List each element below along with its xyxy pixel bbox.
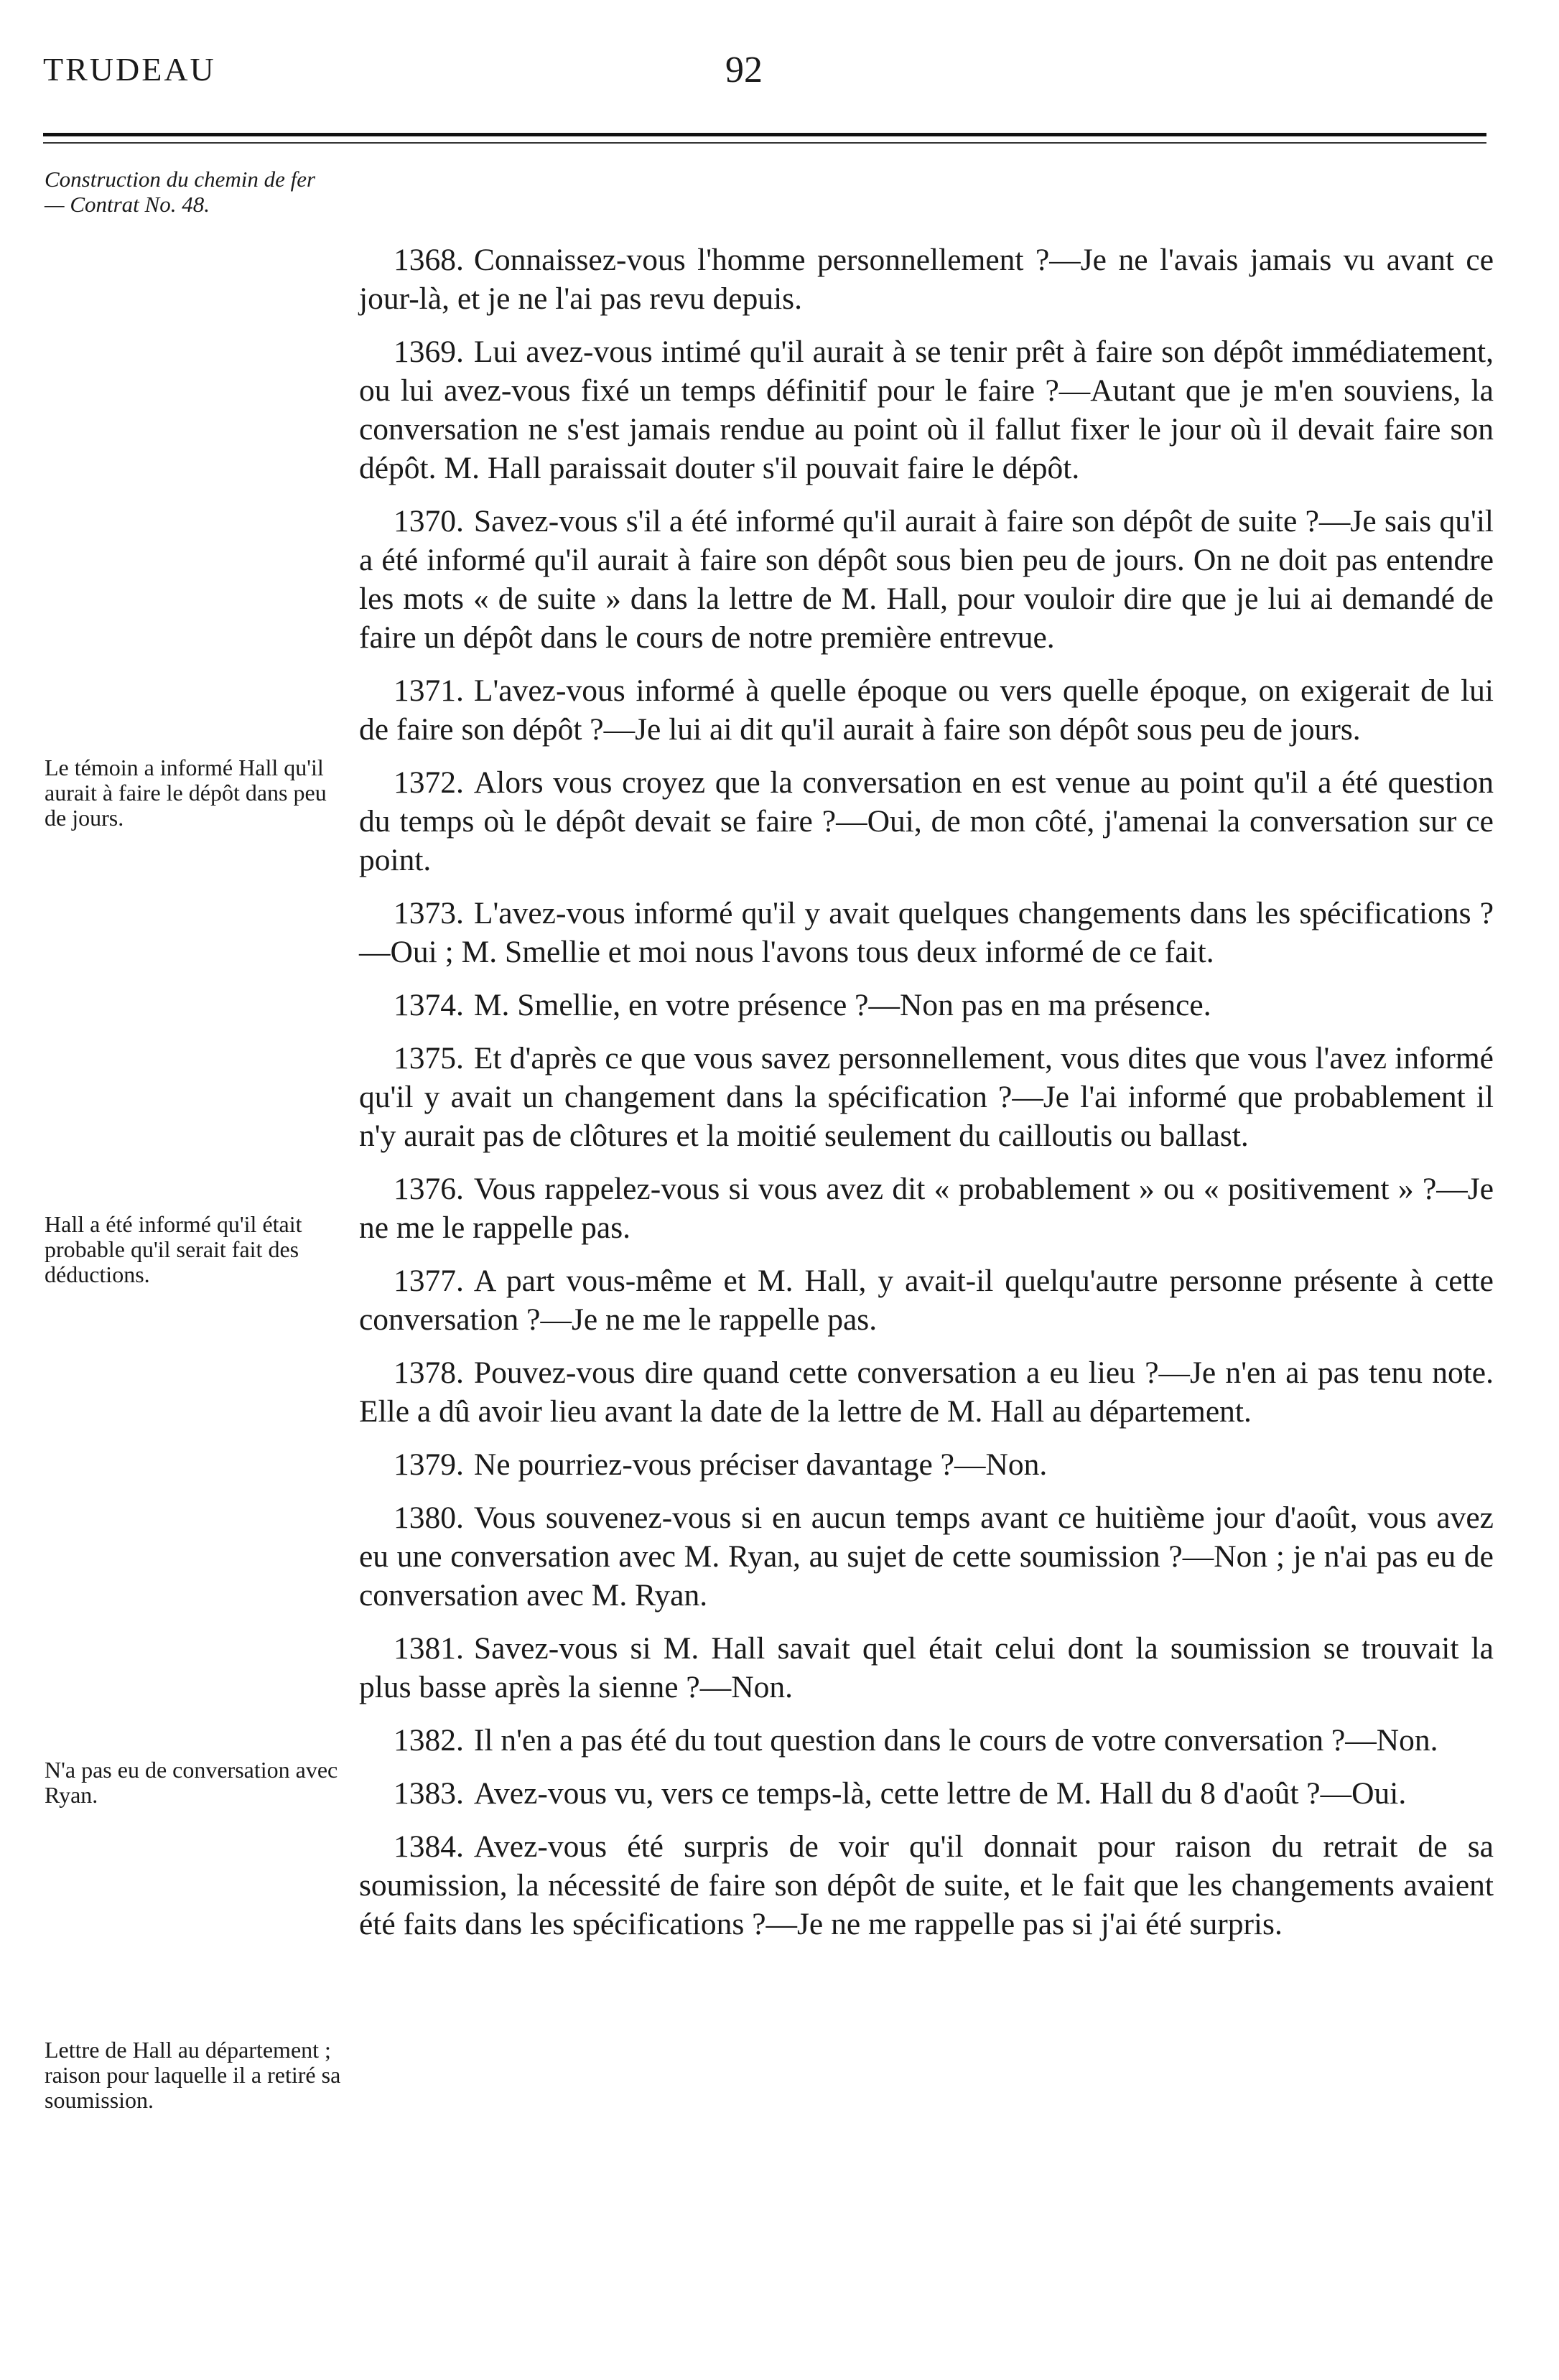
question-number: 1373.	[394, 896, 464, 930]
question-number: 1379.	[394, 1447, 464, 1482]
question-text: Savez-vous s'il a été informé qu'il aurait à faire son dépôt de suite ?—Je sais qu'il a été informé qu'il aurait à faire son dépôt sous bien peu de jours. On ne doit pas entendre les mots « de suite » dans la lettre de M. Hall, pour vouloir dire que je lui ai demandé de faire un dépôt dans le cours de notre première entrevue.	[359, 504, 1494, 655]
question-text: M. Smellie, en votre présence ?—Non pas en ma présence.	[473, 988, 1211, 1022]
margin-note-construction: Construction du chemin de fer— Contrat No. 48.	[45, 167, 316, 217]
testimony-paragraph	[359, 1261, 1494, 1339]
question-text: Vous rappelez-vous si vous avez dit « probablement » ou « positivement » ?—Je ne me le rappelle pas.	[359, 1172, 1494, 1245]
question-number: 1384.	[394, 1829, 464, 1864]
testimony-paragraph	[359, 671, 1494, 749]
question-text: L'avez-vous informé à quelle époque ou vers quelle époque, on exigerait de lui de faire son dépôt ?—Je lui ai dit qu'il aurait à faire son dépôt sous peu de jours.	[359, 673, 1494, 747]
question-number: 1369.	[394, 335, 464, 369]
question-number: 1370.	[394, 504, 464, 538]
question-text: Lui avez-vous intimé qu'il aurait à se tenir prêt à faire son dépôt immédiatement, ou lui avez-vous fixé un temps définitif pour le faire ?—Autant que je m'en souviens, la conversation ne s'est jamais rendue au point où il fallut fixer le jour où il devait faire son dépôt. M. Hall paraissait douter s'il pouvait faire le dépôt.	[359, 335, 1494, 485]
question-number: 1376.	[394, 1172, 464, 1206]
question-number: 1382.	[394, 1723, 464, 1758]
testimony-paragraph	[359, 1721, 1494, 1760]
testimony-paragraph	[359, 1039, 1494, 1155]
question-number: 1372.	[394, 765, 464, 800]
question-number: 1374.	[394, 988, 464, 1022]
header-rule-thin	[43, 142, 1486, 144]
question-number: 1368.	[394, 243, 464, 277]
testimony-paragraph	[359, 332, 1494, 487]
question-text: A part vous-même et M. Hall, y avait-il quelqu'autre personne présente à cette conversation ?—Je ne me le rappelle pas.	[359, 1264, 1494, 1337]
question-text: Vous souvenez-vous si en aucun temps avant ce huitième jour d'août, vous avez eu une conversation avec M. Ryan, au sujet de cette soumission ?—Non ; je n'ai pas eu de conversation avec M. Ryan.	[359, 1501, 1494, 1613]
question-number: 1371.	[394, 673, 464, 708]
margin-note-lettre: Lettre de Hall au département ; raison pour laquelle il a retiré sa soumission.	[45, 2037, 341, 2113]
question-text: Connaissez-vous l'homme personnellement ?—Je ne l'avais jamais vu avant ce jour-là, et je ne l'ai pas revu depuis.	[359, 243, 1494, 316]
testimony-paragraph	[359, 1827, 1494, 1943]
page-number: 92	[725, 50, 763, 90]
margin-note-temoin: Le témoin a informé Hall qu'il aurait à faire le dépôt dans peu de jours.	[45, 755, 327, 831]
question-text: Avez-vous été surpris de voir qu'il donnait pour raison du retrait de sa soumission, la nécessité de faire son dépôt de suite, et le fait que les changements avaient été faits dans les spécifications ?—Je ne me rappelle pas si j'ai été surpris.	[359, 1829, 1494, 1941]
testimony-paragraph	[359, 1498, 1494, 1615]
question-text: Savez-vous si M. Hall savait quel était celui dont la soumission se trouvait la plus basse après la sienne ?—Non.	[359, 1631, 1494, 1704]
margin-note-deductions: Hall a été informé qu'il était probable qu'il serait fait des déductions.	[45, 1211, 302, 1287]
question-number: 1375.	[394, 1041, 464, 1075]
testimony-paragraph	[359, 1445, 1494, 1484]
testimony-paragraph	[359, 1353, 1494, 1431]
testimony-paragraph	[359, 986, 1494, 1025]
testimony-paragraph	[359, 502, 1494, 657]
question-text: Et d'après ce que vous savez personnellement, vous dites que vous l'avez informé qu'il y avait un changement dans la spécification ?—Je l'ai informé que probablement il n'y aurait pas de clôtures et la moitié seulement du cailloutis ou ballast.	[359, 1041, 1494, 1153]
running-head	[0, 50, 1559, 101]
testimony-paragraph	[359, 241, 1494, 318]
testimony-paragraph	[359, 1170, 1494, 1247]
margin-note-ryan: N'a pas eu de conversation avec Ryan.	[45, 1757, 338, 1808]
question-text: Ne pourriez-vous préciser davantage ?—Non.	[473, 1447, 1048, 1482]
header-rule	[43, 133, 1486, 136]
question-number: 1383.	[394, 1776, 464, 1811]
testimony-paragraph	[359, 1774, 1494, 1813]
testimony-column	[359, 241, 1494, 1958]
question-text: Avez-vous vu, vers ce temps-là, cette lettre de M. Hall du 8 d'août ?—Oui.	[473, 1776, 1407, 1811]
question-text: Alors vous croyez que la conversation en est venue au point qu'il a été question du temps où le dépôt devait se faire ?—Oui, de mon côté, j'amenai la conversation sur ce point.	[359, 765, 1494, 877]
question-number: 1380.	[394, 1501, 464, 1535]
testimony-paragraph	[359, 894, 1494, 971]
question-text: Pouvez-vous dire quand cette conversation a eu lieu ?—Je n'en ai pas tenu note. Elle a dû avoir lieu avant la date de la lettre de M. Hall au département.	[359, 1355, 1494, 1429]
testimony-paragraph	[359, 763, 1494, 879]
question-number: 1377.	[394, 1264, 464, 1298]
question-number: 1378.	[394, 1355, 464, 1390]
running-head-name: TRUDEAU	[43, 51, 216, 88]
testimony-paragraph	[359, 1629, 1494, 1707]
question-text: L'avez-vous informé qu'il y avait quelques changements dans les spécifications ?—Oui ; M. Smellie et moi nous l'avons tous deux informé de ce fait.	[359, 896, 1494, 969]
question-text: Il n'en a pas été du tout question dans le cours de votre conversation ?—Non.	[473, 1723, 1438, 1758]
question-number: 1381.	[394, 1631, 464, 1666]
